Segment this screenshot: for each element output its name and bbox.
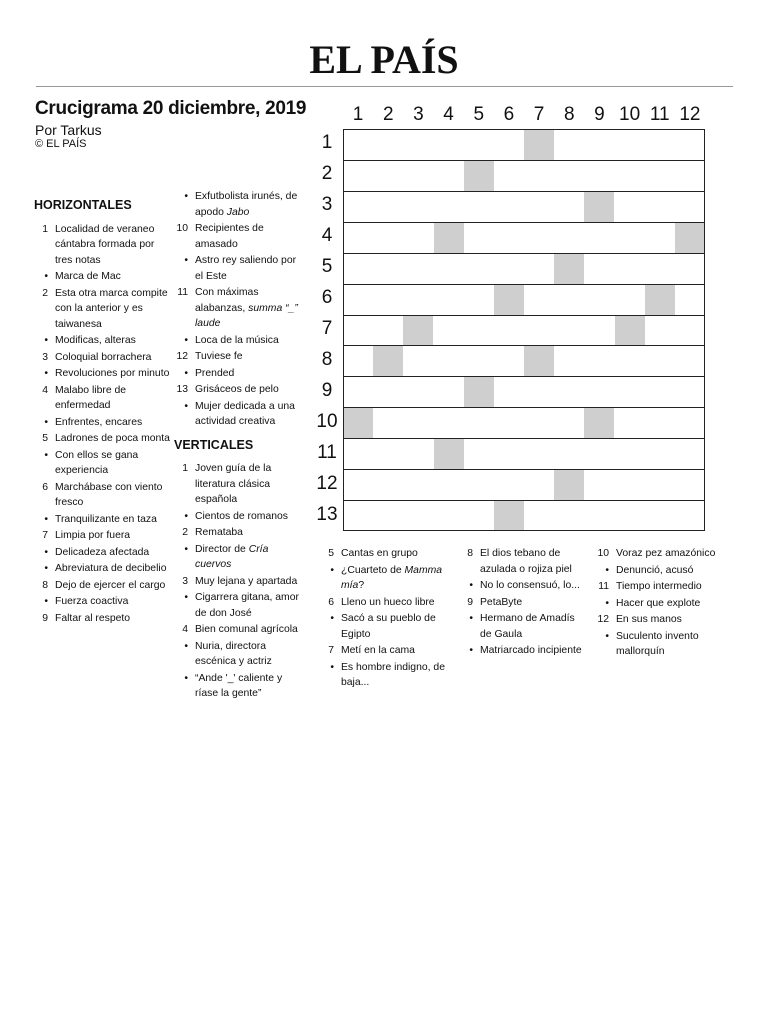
clue-number: 12 [597, 614, 609, 625]
clue-item [595, 596, 723, 612]
grid-black-cell [434, 438, 464, 469]
grid-row-line [343, 530, 705, 531]
clue-text: Mujer dedicada a una actividad creativa [195, 400, 295, 427]
clue-text: Recipientes de amasado [195, 223, 264, 250]
grid-row-number: 12 [316, 472, 338, 494]
clue-item [34, 528, 174, 544]
clue-item [174, 461, 304, 508]
clue-item [34, 448, 174, 479]
clue-italic-text: Mamma mía [341, 564, 443, 591]
clue-item [174, 590, 304, 621]
grid-column-number: 11 [649, 104, 670, 125]
clue-item [174, 574, 304, 590]
grid-row-number: 13 [316, 503, 338, 525]
clue-number: • [605, 564, 609, 576]
clue-text: Joven guía de la literatura clásica española [195, 463, 272, 505]
grid-black-cell [373, 345, 403, 376]
clue-text: Es hombre indigno, de baja... [341, 661, 445, 688]
clue-number: 4 [42, 384, 48, 396]
grid-row-number: 4 [321, 225, 333, 247]
clue-italic-text: Jabo [226, 206, 250, 218]
grid-row-line [343, 253, 705, 254]
clue-item [459, 611, 587, 642]
clue-item [320, 546, 448, 562]
clue-item [34, 561, 174, 577]
clue-number: 11 [177, 287, 188, 298]
clue-text: Marca de Mac [55, 271, 121, 282]
clue-text: “Ande '_' caliente y ríase la gente” [195, 672, 283, 699]
grid-black-cell [434, 222, 464, 253]
clue-number: 12 [176, 351, 188, 362]
grid-row-number: 6 [321, 287, 333, 309]
clue-text: Loca de la música [195, 334, 279, 346]
grid-column-number: 5 [473, 104, 485, 125]
clue-number: • [44, 563, 48, 574]
grid-column-number: 4 [443, 104, 454, 125]
clue-number: 8 [42, 579, 48, 591]
grid-row-line [343, 438, 705, 439]
clue-text: Esta otra marca compite con la anterior y es taiwanesa [55, 287, 168, 330]
clue-number: 9 [42, 612, 48, 624]
clue-number: • [184, 191, 188, 202]
clue-number: • [184, 400, 188, 412]
grid-row-line [343, 345, 705, 346]
grid-row-line [343, 469, 705, 470]
clue-item [34, 611, 174, 627]
clue-item [174, 382, 304, 398]
grid-black-cell [464, 160, 494, 191]
clue-item [174, 542, 304, 573]
clue-number: • [330, 564, 334, 576]
clue-item [174, 399, 304, 430]
grid-black-cell [675, 222, 705, 253]
clue-number: • [44, 271, 48, 282]
grid-column-number: 12 [679, 104, 701, 125]
clue-text: Grisáceos de pelo [195, 384, 279, 395]
clue-text: Director de Cría cuervos [195, 543, 269, 570]
clue-number: 13 [176, 384, 188, 395]
clue-number: 11 [598, 581, 609, 592]
clue-text: Cantas en grupo [341, 548, 418, 559]
clue-item [34, 512, 174, 528]
clue-text: Denunció, acusó [616, 564, 694, 576]
clue-number: 1 [42, 223, 48, 235]
grid-row-line [343, 376, 705, 377]
grid-column-number: 7 [533, 104, 545, 125]
clue-item [459, 578, 587, 594]
clue-text: Con ellos se gana experiencia [55, 449, 139, 476]
grid-row-line [343, 129, 705, 130]
clue-number: • [605, 597, 609, 609]
clue-item [34, 431, 174, 447]
clue-number: • [469, 613, 473, 624]
grid-row-number: 5 [321, 256, 333, 278]
clue-text: No lo consensuó, lo... [480, 580, 580, 591]
clues-column-2 [174, 189, 304, 703]
clue-number: 2 [182, 527, 188, 538]
grid-column-number: 1 [352, 104, 364, 125]
clue-text: Sacó a su pueblo de Egipto [341, 613, 436, 640]
clue-number: • [184, 543, 188, 555]
grid-black-cell [343, 407, 373, 438]
horizontal-clues-column-1 [34, 198, 174, 627]
grid-border-line [704, 129, 705, 531]
clue-text: Faltar al respeto [55, 612, 131, 624]
clue-text: Remataba [195, 527, 243, 538]
clue-item [34, 578, 174, 594]
clue-number: • [184, 367, 188, 379]
clue-text: Marchábase con viento fresco [55, 481, 163, 508]
clue-number: 3 [42, 351, 48, 363]
horizontales-heading: HORIZONTALES [34, 198, 132, 212]
grid-black-cell [615, 315, 645, 346]
grid-column-number: 2 [382, 104, 394, 125]
clue-text: En sus manos [616, 614, 682, 625]
grid-row-line [343, 407, 705, 408]
grid-column-number: 9 [594, 104, 605, 125]
clue-italic-text: summa “_” laude [195, 302, 298, 329]
clue-item [595, 579, 723, 595]
clue-item [320, 643, 448, 659]
clue-text: Con máximas alabanzas, summa “_” laude [195, 287, 298, 329]
clue-item [34, 415, 174, 431]
grid-row-line [343, 160, 705, 161]
clue-text: Muy lejana y apartada [195, 575, 298, 587]
clue-item [595, 612, 723, 628]
clue-item [174, 349, 304, 365]
grid-black-cell [554, 469, 584, 500]
clue-text: Tiempo intermedio [616, 581, 702, 592]
clue-item [320, 595, 448, 611]
clue-item [320, 611, 448, 642]
clue-item [34, 366, 174, 382]
clue-number: 8 [467, 548, 473, 559]
clue-number: • [44, 368, 48, 379]
clue-item [34, 545, 174, 561]
grid-column-numbers [343, 104, 705, 128]
clue-number: • [44, 596, 48, 607]
grid-row-number: 3 [321, 194, 333, 216]
grid-black-cell [554, 253, 584, 284]
clue-number: • [330, 661, 334, 673]
clue-number: • [469, 580, 473, 591]
clue-text: Cientos de romanos [195, 510, 288, 522]
crossword-grid[interactable] [343, 129, 705, 531]
clue-item [174, 333, 304, 349]
grid-row-number: 1 [321, 132, 333, 154]
grid-black-cell [464, 376, 494, 407]
clue-text: Prended [195, 367, 235, 379]
clue-number: • [184, 672, 188, 684]
clue-text: Cigarrera gitana, amor de don José [195, 592, 299, 619]
clue-text: Tuviese fe [195, 351, 243, 362]
clue-text: El dios tebano de azulada o rojiza piel [480, 548, 572, 575]
header-divider [36, 86, 733, 87]
clue-number: • [184, 640, 188, 652]
clue-number: 7 [42, 530, 48, 541]
clue-text: Modificas, alteras [55, 335, 136, 346]
grid-border-line [343, 129, 344, 531]
masthead-logo: EL PAÍS [309, 37, 459, 82]
clue-text: Limpia por fuera [55, 530, 131, 541]
grid-black-cell [494, 500, 524, 531]
grid-row-number: 2 [321, 163, 333, 185]
clue-text: Malabo libre de enfermedad [55, 384, 127, 411]
grid-column-number: 3 [413, 104, 424, 125]
clue-item [459, 595, 587, 611]
clue-number: 3 [182, 575, 188, 587]
clue-number: 1 [182, 463, 188, 474]
grid-row-line [343, 191, 705, 192]
clue-text: Astro rey saliendo por el Este [195, 255, 297, 282]
grid-black-cell [403, 315, 433, 346]
clue-text: ¿Cuarteto de Mamma mía? [341, 564, 443, 591]
grid-black-cell [584, 407, 614, 438]
grid-row-line [343, 500, 705, 501]
clue-item [34, 383, 174, 414]
clue-item [174, 366, 304, 382]
clue-text: Suculento invento mallorquín [616, 630, 699, 657]
clue-item [320, 660, 448, 691]
grid-row-line [343, 315, 705, 316]
clue-item [174, 221, 304, 252]
clue-item [174, 253, 304, 284]
clue-item [595, 546, 723, 562]
clue-item [174, 525, 304, 541]
clue-item [34, 222, 174, 269]
vertical-clues-column-5 [595, 546, 723, 661]
clue-number: • [184, 510, 188, 522]
clue-number: • [469, 645, 473, 656]
vertical-clues-column-4 [459, 546, 587, 660]
grid-black-cell [524, 345, 554, 376]
clue-text: Bien comunal agrícola [195, 624, 298, 635]
clue-number: • [184, 592, 188, 603]
clue-text: Exfutbolista irunés, de apodo Jabo [195, 191, 298, 218]
grid-row-number: 7 [321, 318, 333, 339]
clue-item [174, 509, 304, 525]
copyright-notice: © EL PAÍS [35, 138, 87, 150]
clue-number: 6 [42, 481, 48, 493]
clue-text: Hacer que explote [616, 597, 701, 609]
vertical-clues-column-3 [320, 546, 448, 692]
grid-black-cell [584, 191, 614, 222]
clue-number: • [44, 546, 48, 558]
clue-item [459, 643, 587, 659]
grid-row-number: 10 [316, 410, 338, 432]
clue-text: Ladrones de poca monta [55, 433, 170, 444]
grid-row-number: 8 [321, 348, 333, 370]
clue-item [459, 546, 587, 577]
clue-number: • [184, 334, 188, 346]
clue-number: 10 [176, 223, 188, 234]
grid-black-cell [645, 284, 675, 315]
clue-text: Abreviatura de decibelio [55, 563, 167, 574]
clue-item [174, 622, 304, 638]
clue-number: • [330, 613, 334, 624]
clue-text: Tranquilizante en taza [55, 513, 157, 525]
grid-column-number: 8 [563, 104, 575, 125]
clue-number: 6 [328, 596, 334, 608]
clue-number: 4 [182, 624, 188, 635]
clue-number: 5 [328, 548, 334, 559]
clue-number: 2 [42, 287, 48, 299]
clue-text: Enfrentes, encares [55, 416, 143, 428]
clue-item [595, 563, 723, 579]
clue-text: Matriarcado incipiente [480, 645, 582, 656]
clue-number: • [44, 335, 48, 346]
verticales-heading: VERTICALES [174, 437, 254, 452]
clue-text: Voraz pez amazónico [616, 548, 716, 559]
clue-item [34, 594, 174, 610]
grid-row-line [343, 222, 705, 223]
clue-number: 10 [597, 548, 609, 559]
clue-text: Hermano de Amadís de Gaula [480, 613, 575, 640]
clue-text: Metí en la cama [341, 645, 415, 656]
clue-text: Lleno un hueco libre [341, 596, 435, 608]
clue-italic-text: Cría cuervos [195, 543, 269, 570]
puzzle-title: Crucigrama 20 diciembre, 2019 [35, 98, 307, 119]
grid-black-cell [494, 284, 524, 315]
clue-item [595, 629, 723, 660]
grid-row-number: 11 [317, 441, 337, 463]
clue-text: Fuerza coactiva [55, 596, 129, 607]
clue-item [174, 285, 304, 332]
clue-text: Nuria, directora escénica y actriz [195, 640, 272, 667]
clue-item [34, 350, 174, 366]
clue-number: • [44, 416, 48, 428]
clue-number: • [44, 449, 48, 461]
clue-text: Revoluciones por minuto [55, 368, 170, 379]
clue-text: PetaByte [480, 596, 523, 608]
clue-item [174, 189, 304, 220]
clue-item [34, 480, 174, 511]
clue-text: Delicadeza afectada [55, 546, 150, 558]
clue-item [34, 286, 174, 333]
clue-number: 7 [328, 645, 334, 656]
grid-black-cell [524, 129, 554, 160]
clue-text: Coloquial borrachera [55, 351, 152, 363]
clue-number: 9 [467, 596, 473, 608]
clue-text: Localidad de veraneo cántabra formada por tres notas [55, 223, 155, 266]
clue-number: 5 [42, 433, 48, 444]
clue-item [320, 563, 448, 594]
clue-item [174, 671, 304, 702]
clue-number: • [44, 513, 48, 525]
clue-number: • [605, 630, 609, 642]
grid-row-number: 9 [321, 379, 333, 401]
grid-row-line [343, 284, 705, 285]
clue-number: • [184, 255, 188, 266]
grid-column-number: 10 [619, 104, 641, 125]
clue-item [34, 333, 174, 349]
clue-item [174, 639, 304, 670]
clue-text: Dejo de ejercer el cargo [55, 579, 166, 591]
clue-item [34, 269, 174, 285]
grid-column-number: 6 [503, 104, 515, 125]
puzzle-author: Por Tarkus [35, 122, 102, 138]
